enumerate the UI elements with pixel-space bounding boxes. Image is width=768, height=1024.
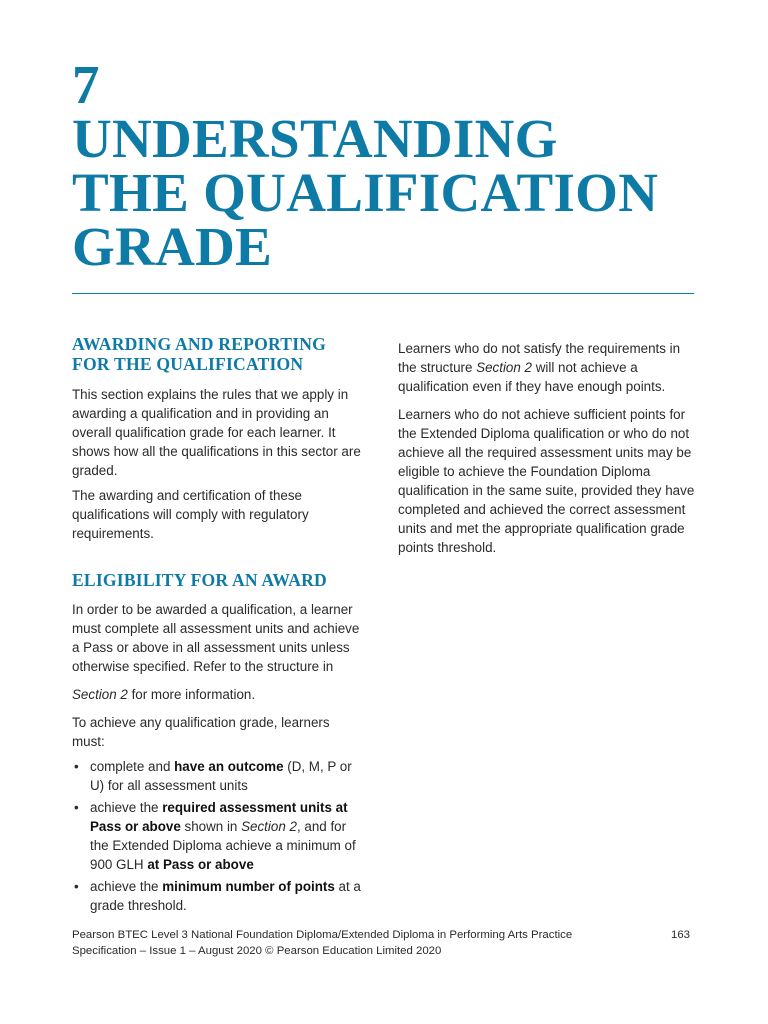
list-item [72,757,364,795]
bold-text: required assessment units at Pass or above [90,800,348,834]
bold-text: at Pass or above [147,857,254,872]
page-number: 163 [670,929,690,941]
chapter-heading [72,54,712,277]
chapter-title-line: THE QUALIFICATION [72,162,659,223]
bullet-icon: • [74,879,79,894]
text-run: achieve the [90,879,163,894]
text-run: shown in [180,819,242,834]
paragraph [398,339,696,396]
bullet-icon: • [74,759,79,774]
section-reference: Section 2 [72,687,128,702]
text-run: complete and [90,759,175,774]
bold-text: have an outcome [174,759,284,774]
bullet-icon: • [74,800,79,815]
heading-divider [72,293,694,294]
text-run: , and for the Extended Diploma achieve a minimum of 900 GLH [90,819,356,872]
text-run: will not achieve a qualification even if they have enough points. [398,360,666,394]
paragraph: In order to be awarded a qualification, a learner must complete all assessment units and achieve a Pass or above in all assessment units unless otherwise specified. Refer to the structure in [72,602,360,674]
page-footer [72,928,692,959]
right-column [398,339,696,563]
text-run: achieve the [90,800,163,815]
paragraph: To achieve any qualification grade, learners must: [72,715,330,749]
list-item [72,798,364,874]
section-heading-awarding [72,334,364,374]
section-heading-eligibility: ELIGIBILITY FOR AN AWARD [72,570,327,590]
requirements-list [72,757,364,915]
section-reference: Section 2 [241,819,297,834]
text-run: for more information. [127,687,256,702]
list-item [72,877,364,915]
footer-copyright: Specification – Issue 1 – August 2020 © Pearson Education Limited 2020 [72,944,442,957]
heading-line: FOR THE QUALIFICATION [72,354,304,374]
text-run: (D, M, P or U) for all assessment units [90,759,352,793]
left-column [72,334,364,918]
chapter-title-line: GRADE [72,216,273,277]
heading-line: AWARDING AND REPORTING [72,334,327,354]
chapter-number: 7 [72,54,100,115]
bold-text: minimum number of points [162,879,335,894]
text-run: Learners who do not satisfy the requirements in the structure [398,341,681,375]
paragraph: This section explains the rules that we apply in awarding a qualification and in providing an overall qualification grade for each learner. It shows how all the qualifications in this sector are graded. [72,387,361,478]
paragraph: Learners who do not achieve sufficient points for the Extended Diploma qualification or who do not achieve all the required assessment units may be eligible to achieve the Foundation Diploma qualification in the same suite, provided they have completed and achieved the correct assessment units and met the appropriate qualification grade points threshold. [398,407,695,555]
section-reference: Section 2 [476,360,532,375]
paragraph [72,685,364,704]
chapter-title-line: UNDERSTANDING [72,108,558,169]
paragraph: The awarding and certification of these qualifications will comply with regulatory requirements. [72,488,309,541]
footer-title: Pearson BTEC Level 3 National Foundation Diploma/Extended Diploma in Performing Arts Practice [72,929,573,941]
text-run: at a grade threshold. [90,879,361,913]
